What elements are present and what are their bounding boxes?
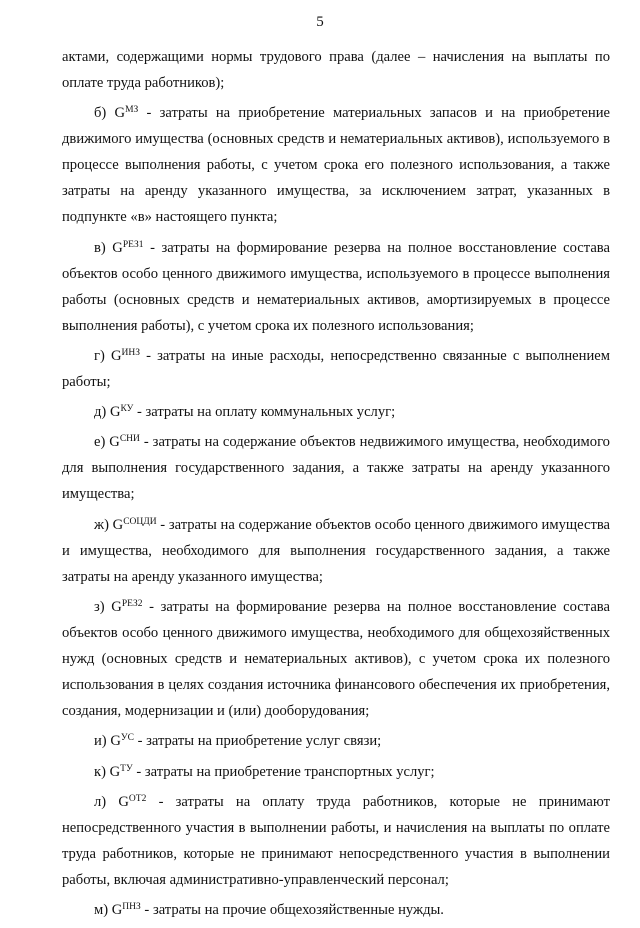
- paragraph-text: - затраты на прочие общехозяйственные нужды.: [140, 902, 444, 919]
- paragraph-text: - затраты на оплату труда работников, которые не принимают непосредственного участия в выполнении работы, и начисления на выплаты по оплате труда работников, которые не принимают непосредственного участия в выполнении работы, включая административно-управленческий персонал;: [62, 793, 610, 888]
- paragraph-item-g: [62, 343, 610, 395]
- item-marker: з): [94, 599, 112, 616]
- item-marker: м): [94, 902, 112, 919]
- formula-superscript: ОТ2: [128, 793, 147, 804]
- formula-symbol: G: [109, 763, 121, 780]
- item-marker: и): [94, 733, 111, 750]
- formula-symbol: G: [109, 434, 120, 451]
- formula-symbol: G: [109, 404, 121, 421]
- paragraph-text: - затраты на приобретение материальных запасов и на приобретение движимого имущества (основных средств и нематериальных активов), используемого в процессе выполнения работы, с учетом срока его полезного использования, а также затраты на аренду указанного имущества, за исключением затрат, указанных в подпункте «в» настоящего пункта;: [62, 105, 611, 226]
- formula-superscript: КУ: [120, 404, 134, 415]
- paragraph-item-d: [62, 399, 610, 425]
- formula-superscript: УС: [120, 733, 134, 744]
- formula-symbol: G: [111, 599, 122, 616]
- formula-superscript: СОЦДИ: [123, 516, 157, 527]
- paragraph-item-z: [62, 594, 610, 724]
- formula-superscript: РЕЗ1: [122, 239, 144, 250]
- paragraph-text: - затраты на формирование резерва на полное восстановление состава объектов особо ценного движимого имущества, используемого в процессе выполнения работы (основных средств и нематериальных активов, амортизируемых в процессе выполнения работы), с учетом срока их полезного использования;: [62, 239, 610, 334]
- item-marker: е): [94, 434, 110, 451]
- paragraph-continuation: [62, 44, 610, 96]
- paragraph-text: - затраты на приобретение транспортных услуг;: [132, 763, 435, 780]
- item-marker: л): [94, 793, 119, 810]
- paragraph-item-l: [62, 789, 610, 893]
- paragraph-text: - затраты на иные расходы, непосредственно связанные с выполнением работы;: [62, 347, 610, 390]
- formula-symbol: G: [111, 902, 123, 919]
- paragraph-item-zh: [62, 512, 610, 590]
- item-marker: ж): [94, 516, 113, 533]
- paragraph-item-v: [62, 235, 610, 339]
- paragraph-item-i: [62, 728, 610, 754]
- formula-superscript: РЕЗ2: [121, 599, 143, 610]
- item-marker: в): [94, 239, 113, 256]
- paragraph-text: - затраты на оплату коммунальных услуг;: [133, 404, 396, 421]
- formula-symbol: G: [118, 793, 129, 810]
- formula-symbol: G: [110, 733, 121, 750]
- paragraph-item-b: [62, 100, 610, 230]
- document-body: [62, 44, 610, 928]
- paragraph-text: актами, содержащими нормы трудового права (далее – начисления на выплаты по оплате труда работников);: [62, 49, 610, 91]
- paragraph-item-e: [62, 429, 610, 507]
- formula-superscript: СНИ: [119, 434, 140, 445]
- formula-superscript: ТУ: [120, 763, 133, 774]
- paragraph-text: - затраты на содержание объектов недвижимого имущества, необходимого для выполнения государственного задания, а также затраты на аренду указанного имущества;: [62, 434, 610, 503]
- formula-superscript: МЗ: [125, 105, 139, 116]
- formula-superscript: ИНЗ: [121, 347, 140, 358]
- paragraph-text: - затраты на формирование резерва на полное восстановление состава объектов особо ценного движимого имущества, необходимого для общехозяйственных нужд (основных средств и нематериальных активов), с учетом срока их полезного использования в целях создания источника финансового обеспечения их приобретения, создания, модернизации и (или) дооборудования;: [62, 599, 610, 720]
- item-marker: г): [94, 347, 111, 364]
- formula-symbol: G: [114, 105, 126, 122]
- page-number: 5: [316, 14, 324, 30]
- formula-symbol: G: [110, 347, 122, 364]
- paragraph-item-k: [62, 759, 610, 785]
- formula-superscript: ПНЗ: [122, 902, 141, 913]
- item-marker: б): [94, 105, 115, 122]
- formula-symbol: G: [112, 239, 123, 256]
- paragraph-text: - затраты на содержание объектов особо ценного движимого имущества и имущества, необходимого для выполнения государственного задания, а также затраты на аренду указанного имущества;: [62, 516, 611, 585]
- item-marker: д): [94, 404, 110, 421]
- paragraph-item-m: [62, 897, 610, 923]
- paragraph-text: - затраты на приобретение услуг связи;: [133, 733, 382, 750]
- item-marker: к): [94, 763, 110, 780]
- formula-symbol: G: [112, 516, 124, 533]
